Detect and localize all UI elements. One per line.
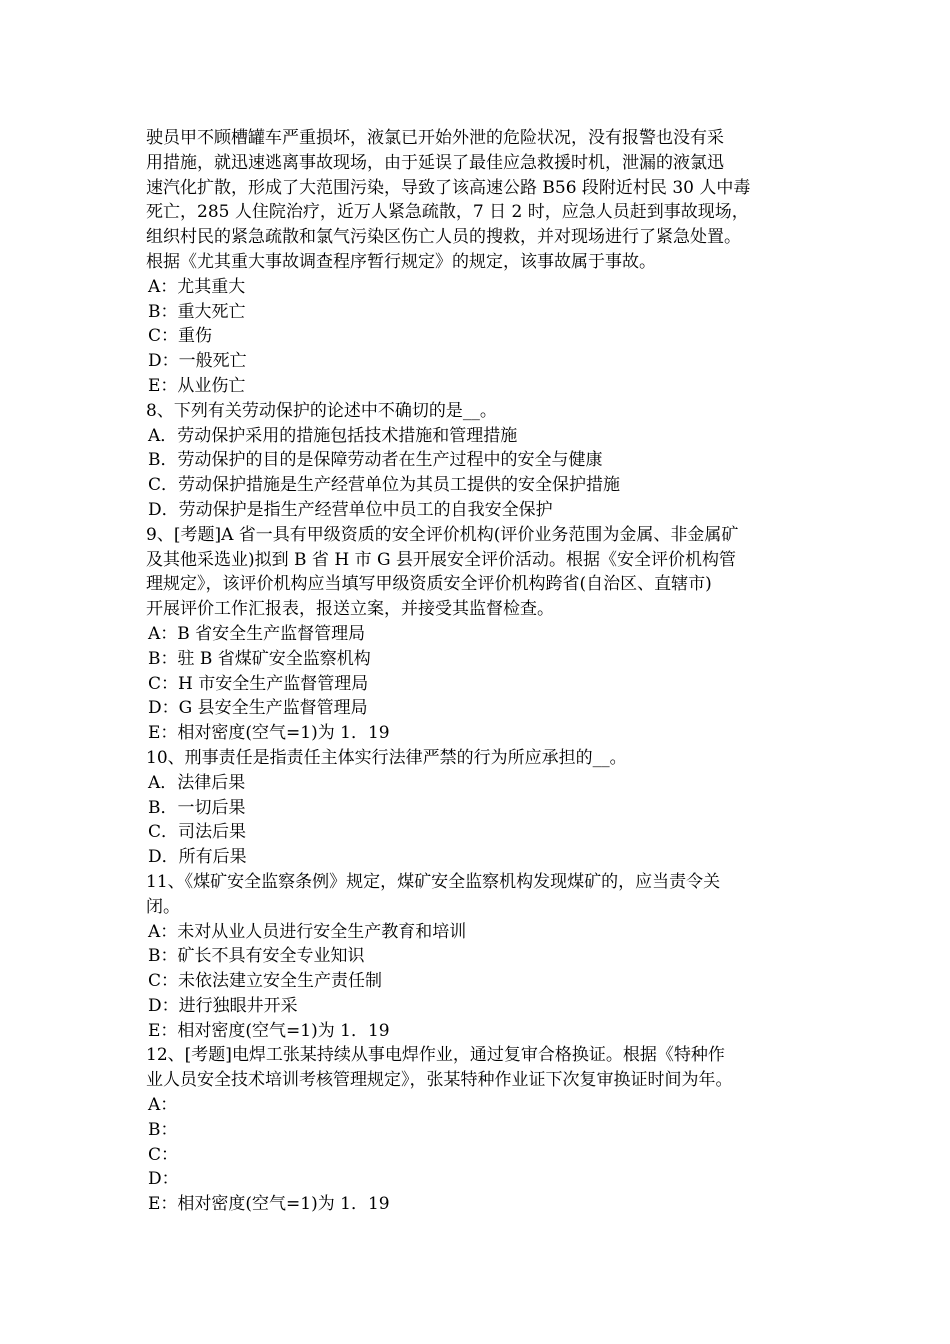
option-c: C：: [148, 1144, 179, 1165]
option-b: B：驻 B 省煤矿安全监察机构: [148, 648, 371, 669]
option-a: A．法律后果: [148, 772, 246, 793]
question-stem: 11、《煤矿安全监察条例》规定，煤矿安全监察机构发现煤矿的，应当责令关: [146, 871, 721, 892]
option-d: D：一般死亡: [148, 351, 247, 372]
option-d: D．所有后果: [148, 847, 247, 868]
question-9: [146, 523, 810, 746]
option-c: C：H 市安全生产监督管理局: [148, 673, 369, 694]
question-stem: 业人员安全技术培训考核管理规定》，张某特种作业证下次复审换证时间为年。: [146, 1070, 733, 1091]
option-e: E：相对密度(空气=1)为 1．19: [148, 1020, 390, 1041]
text-line: 速汽化扩散，形成了大范围污染，导致了该高速公路 B56 段附近村民 30 人中毒: [146, 177, 751, 198]
question-stem: 开展评价工作汇报表，报送立案，并接受其监督检查。: [146, 599, 554, 620]
question-stem: 9、[考题]A 省一具有甲级资质的安全评价机构(评价业务范围为金属、非金属矿: [146, 524, 739, 545]
question-7-stem: [146, 126, 810, 275]
question-stem: 8、下列有关劳动保护的论述中不确切的是__。: [146, 400, 497, 421]
option-c: C．司法后果: [148, 822, 247, 843]
question-stem: 理规定》，该评价机构应当填写甲级资质安全评价机构跨省(自治区、直辖市): [146, 574, 712, 595]
option-b: B．劳动保护的目的是保障劳动者在生产过程中的安全与健康: [148, 450, 603, 471]
question-11: [146, 870, 810, 1044]
text-line: 根据《尤其重大事故调查程序暂行规定》的规定，该事故属于事故。: [146, 251, 656, 272]
question-10: [146, 746, 810, 870]
text-line: 死亡，285 人住院治疗，近万人紧急疏散，7 日 2 时，应急人员赶到事故现场，: [146, 202, 749, 223]
question-stem: 闭。: [146, 896, 180, 917]
option-b: B：: [148, 1119, 178, 1140]
text-line: 驶员甲不顾槽罐车严重损坏，液氯已开始外泄的危险状况，没有报警也没有采: [146, 128, 724, 148]
option-d: D：: [148, 1169, 179, 1190]
question-stem: 及其他采选业)拟到 B 省 H 市 G 县开展安全评价活动。根据《安全评价机构管: [146, 549, 736, 570]
question-stem: 12、[考题]电焊工张某持续从事电焊作业，通过复审合格换证。根据《特种作: [146, 1045, 725, 1066]
question-12: [146, 1043, 810, 1217]
option-c: C：重伤: [148, 326, 213, 347]
option-d: D：进行独眼井开采: [148, 995, 298, 1016]
option-a: A．劳动保护采用的措施包括技术措施和管理措施: [148, 425, 518, 446]
option-a: A：尤其重大: [148, 276, 246, 297]
option-d: D．劳动保护是指生产经营单位中员工的自我安全保护: [148, 499, 553, 520]
option-d: D：G 县安全生产监督管理局: [148, 698, 368, 719]
text-line: 组织村民的紧急疏散和氯气污染区伤亡人员的搜救，并对现场进行了紧急处置。: [146, 227, 741, 248]
option-a: A：B 省安全生产监督管理局: [148, 623, 366, 644]
option-e: E：相对密度(空气=1)为 1．19: [148, 723, 390, 744]
text-line: 用措施，就迅速逃离事故现场，由于延误了最佳应急救援时机，泄漏的液氯迅: [146, 152, 724, 173]
question-7-options: [146, 275, 810, 399]
option-a: A：未对从业人员进行安全生产教育和培训: [148, 921, 467, 942]
document-body: [146, 126, 810, 1217]
option-b: B．一切后果: [148, 797, 246, 818]
question-stem: 10、刑事责任是指责任主体实行法律严禁的行为所应承担的__。: [146, 747, 627, 768]
option-b: B：矿长不具有安全专业知识: [148, 946, 365, 967]
option-c: C：未依法建立安全生产责任制: [148, 971, 383, 992]
option-a: A：: [148, 1095, 178, 1116]
question-8: [146, 399, 810, 523]
option-b: B：重大死亡: [148, 301, 246, 322]
option-e: E：相对密度(空气=1)为 1．19: [148, 1194, 390, 1215]
option-e: E：从业伤亡: [148, 375, 246, 396]
option-c: C．劳动保护措施是生产经营单位为其员工提供的安全保护措施: [148, 475, 621, 496]
